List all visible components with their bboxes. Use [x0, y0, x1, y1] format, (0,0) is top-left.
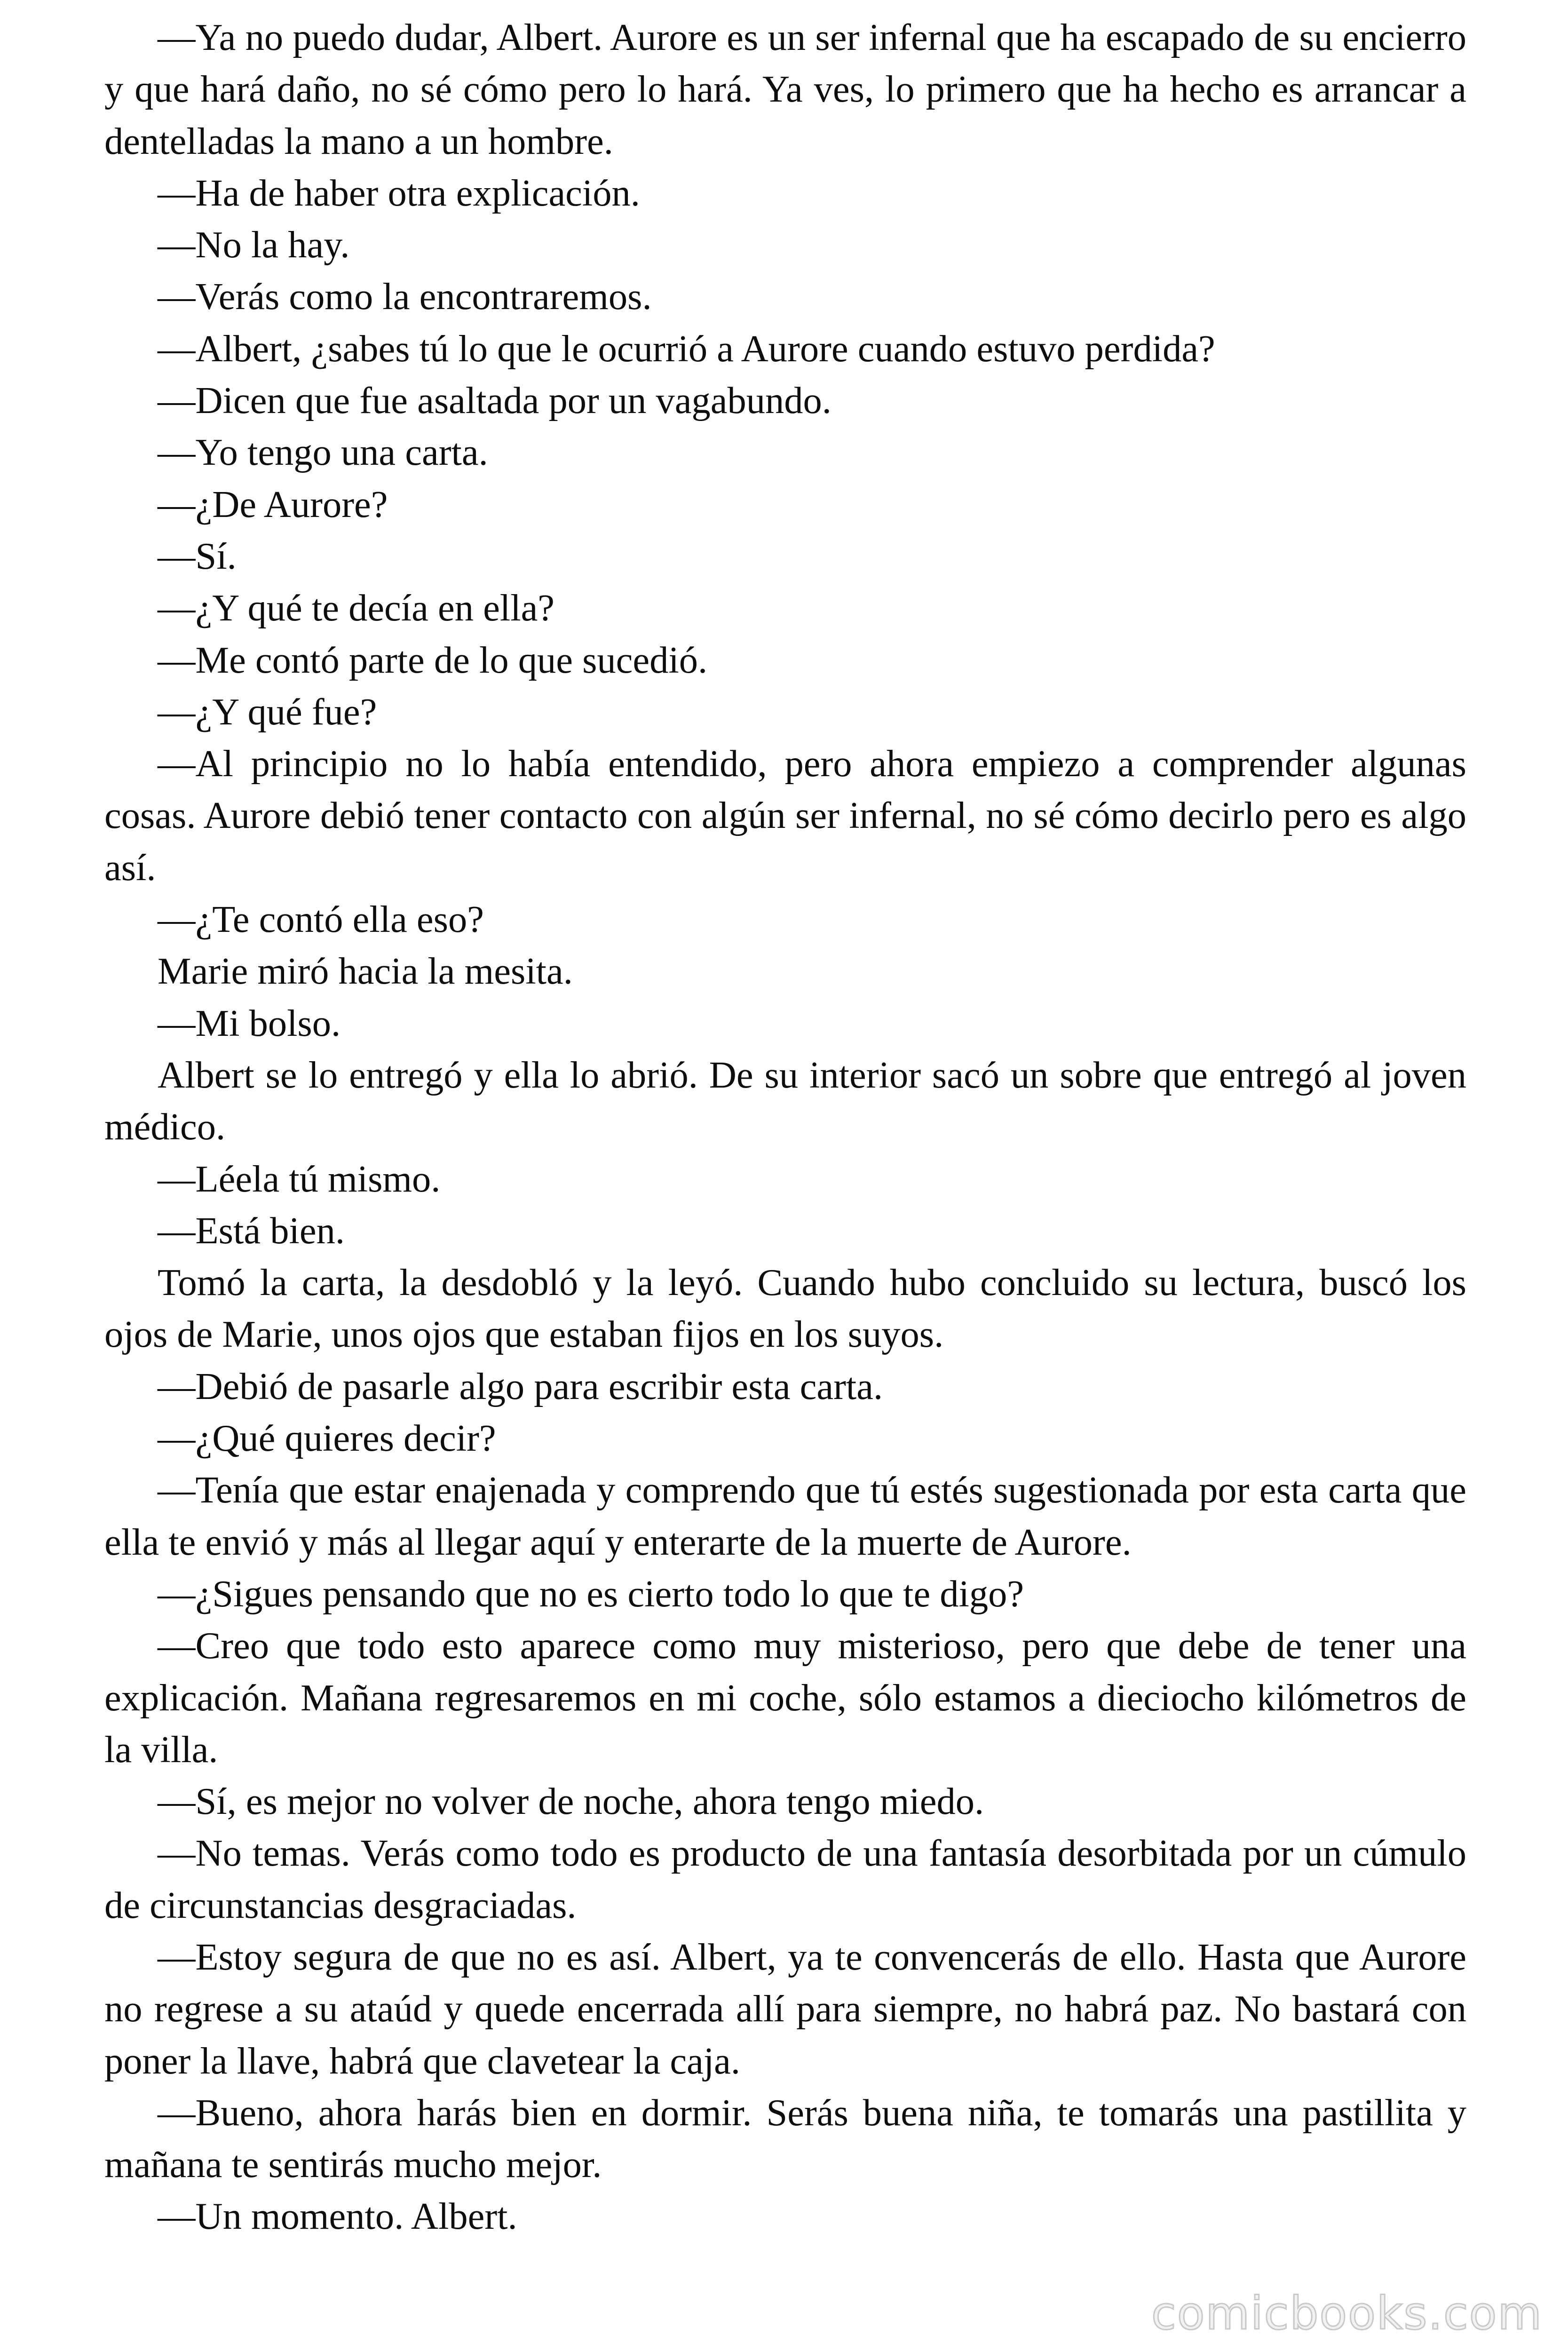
paragraph-3: —No la hay. — [158, 224, 350, 266]
paragraph-7: —Yo tengo una carta. — [158, 431, 488, 474]
paragraph-12: —¿Y qué fue? — [158, 691, 377, 733]
paragraph-23: —Tenía que estar enajenada y comprendo que tú estés sugestionada por esta carta que ella te envió y más al llegar aquí y enterarte de la muerte de Aurore. — [104, 1469, 1466, 1563]
paragraph-26: —Sí, es mejor no volver de noche, ahora tengo miedo. — [158, 1780, 984, 1823]
paragraph-19: —Está bien. — [158, 1209, 345, 1252]
paragraph-2: —Ha de haber otra explicación. — [158, 172, 640, 214]
paragraph-20: Tomó la carta, la desdobló y la leyó. Cuando hubo concluido su lectura, buscó los ojos de Marie, unos ojos que estaban fijos en los suyos. — [104, 1262, 1466, 1356]
paragraph-14: —¿Te contó ella eso? — [158, 898, 484, 941]
paragraph-8: —¿De Aurore? — [158, 483, 388, 525]
paragraph-13: —Al principio no lo había entendido, pero ahora empiezo a comprender algunas cosas. Aurore debió tener contacto con algún ser infernal, no sé cómo decirlo pero es algo así. — [104, 743, 1466, 889]
paragraph-5: —Albert, ¿sabes tú lo que le ocurrió a Aurore cuando estuvo perdida? — [158, 327, 1215, 370]
paragraph-17: Albert se lo entregó y ella lo abrió. De su interior sacó un sobre que entregó al joven médico. — [104, 1054, 1466, 1148]
paragraph-11: —Me contó parte de lo que sucedió. — [158, 639, 708, 681]
paragraph-18: —Léela tú mismo. — [158, 1158, 441, 1200]
paragraph-6: —Dicen que fue asaltada por un vagabundo. — [158, 380, 832, 422]
paragraph-27: —No temas. Verás como todo es producto de una fantasía desorbitada por un cúmulo de circunstancias desgraciadas. — [104, 1832, 1466, 1926]
page-body-text — [104, 12, 1466, 2243]
paragraph-29: —Bueno, ahora harás bien en dormir. Serás buena niña, te tomarás una pastillita y mañana te sentirás mucho mejor. — [104, 2091, 1466, 2186]
paragraph-25: —Creo que todo esto aparece como muy misterioso, pero que debe de tener una explicación. Mañana regresaremos en mi coche, sólo estamos a dieciocho kilómetros de la villa. — [104, 1625, 1466, 1771]
paragraph-30: —Un momento. Albert. — [158, 2195, 517, 2238]
paragraph-24: —¿Sigues pensando que no es cierto todo lo que te digo? — [158, 1573, 1024, 1615]
paragraph-22: —¿Qué quieres decir? — [158, 1417, 496, 1460]
paragraph-10: —¿Y qué te decía en ella? — [158, 587, 555, 629]
paragraph-1: —Ya no puedo dudar, Albert. Aurore es un ser infernal que ha escapado de su encierro y que hará daño, no sé cómo pero lo hará. Ya ves, lo primero que ha hecho es arrancar a dentelladas la mano a un hombre. — [104, 16, 1466, 162]
paragraph-21: —Debió de pasarle algo para escribir esta carta. — [158, 1365, 883, 1407]
site-watermark: comicbooks.com — [1151, 2287, 1543, 2340]
paragraph-28: —Estoy segura de que no es así. Albert, ya te convencerás de ello. Hasta que Aurore no regrese a su ataúd y quede encerrada allí para siempre, no habrá paz. No bastará con poner la llave, habrá que clavetear la caja. — [104, 1936, 1466, 2082]
paragraph-16: —Mi bolso. — [158, 1002, 341, 1044]
paragraph-9: —Sí. — [158, 535, 237, 577]
paragraph-15: Marie miró hacia la mesita. — [158, 950, 573, 993]
paragraph-4: —Verás como la encontraremos. — [158, 276, 652, 318]
